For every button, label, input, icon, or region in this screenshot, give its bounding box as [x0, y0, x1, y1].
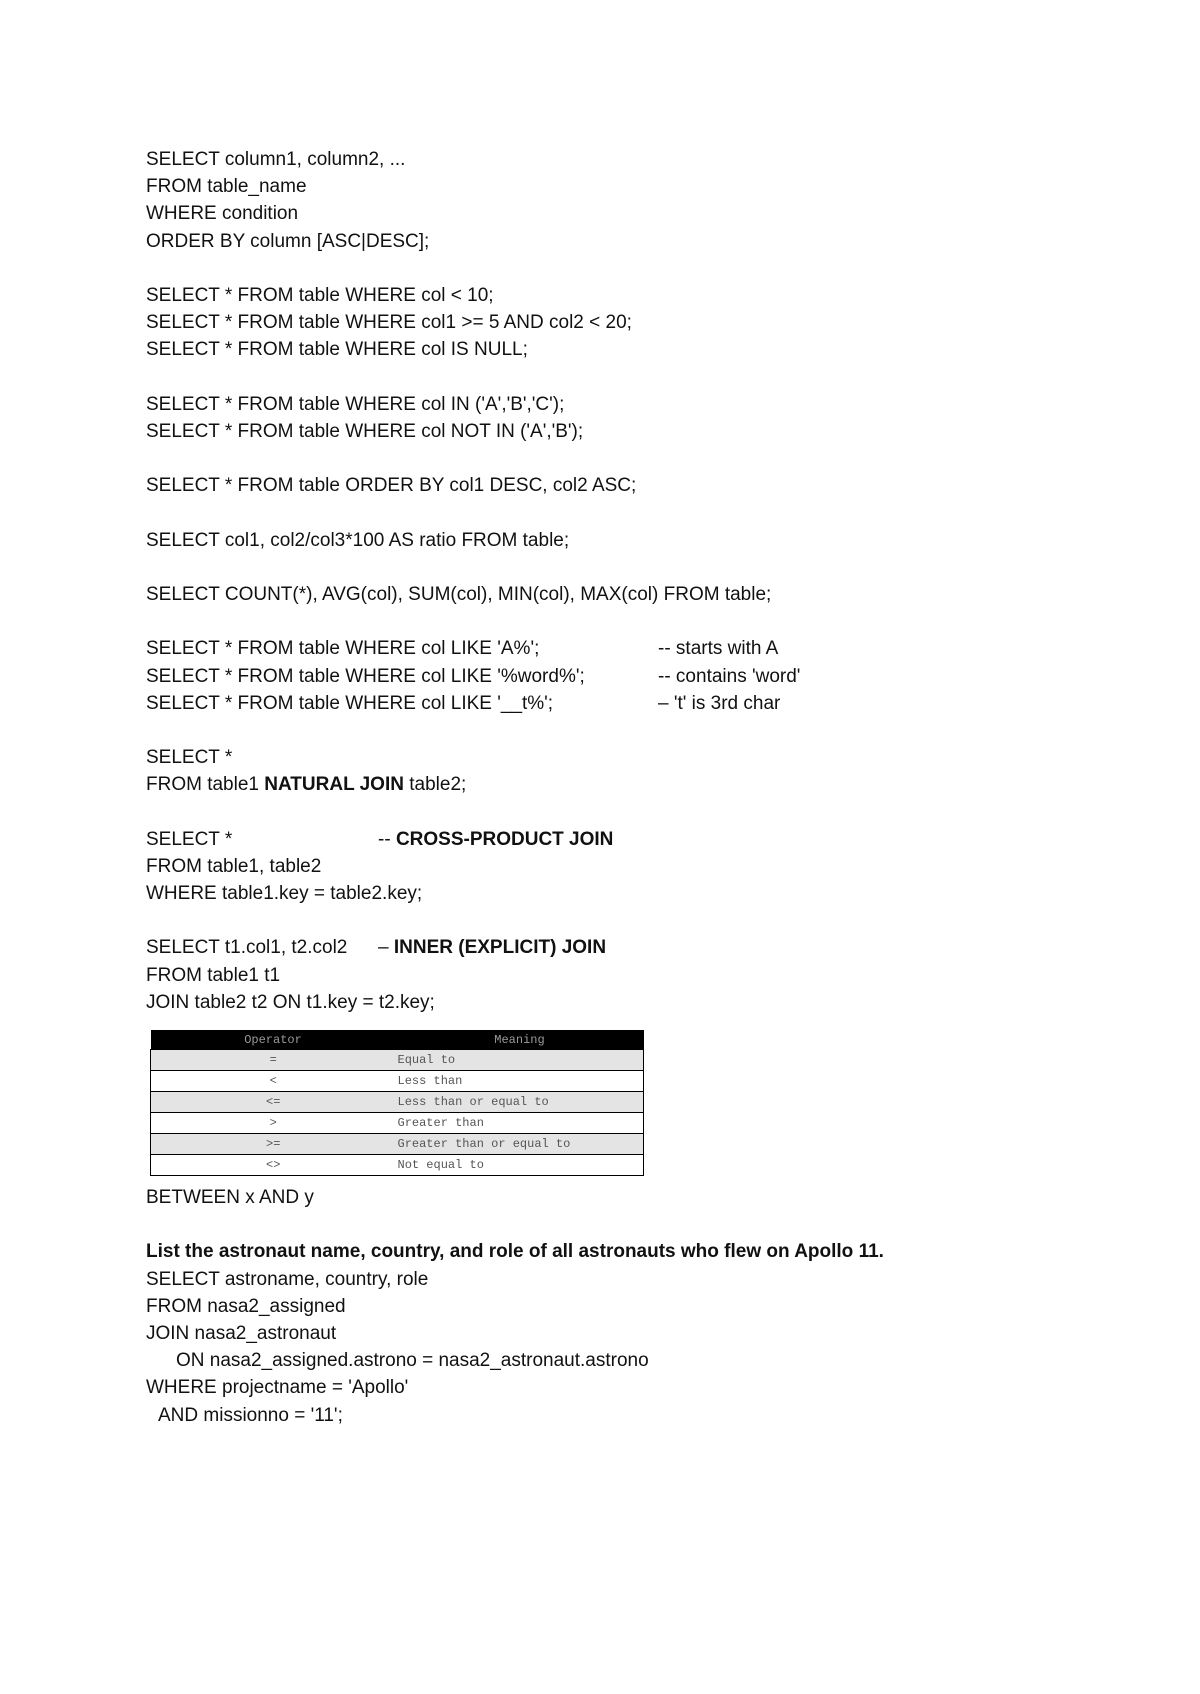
cross-join-select: SELECT * — [146, 828, 233, 850]
table-row — [151, 1092, 644, 1113]
code-line: SELECT astroname, country, role — [146, 1268, 429, 1290]
cross-join-block — [146, 826, 1106, 908]
meaning-cell — [396, 1071, 644, 1092]
like-example-row — [146, 635, 1106, 662]
aggregate-example: SELECT COUNT(*), AVG(col), SUM(col), MIN(col), MAX(col) FROM table; — [146, 584, 772, 605]
order-by-example: SELECT * FROM table ORDER BY col1 DESC, col2 ASC; — [146, 475, 637, 497]
natural-join-block — [146, 744, 1106, 798]
operator-cell: >= — [151, 1134, 396, 1155]
meaning-text: Not equal to — [397, 1158, 484, 1172]
operator-table — [150, 1030, 644, 1176]
operator-cell: = — [151, 1050, 396, 1071]
spacer — [146, 717, 1106, 744]
cross-join-label: CROSS-PRODUCT JOIN — [395, 828, 614, 850]
answer-query-block — [146, 1266, 1106, 1429]
question-heading: List the astronaut name, country, and role of all astronauts who flew on Apollo 11. — [146, 1241, 884, 1263]
meaning-text: Equal to — [397, 1053, 456, 1067]
code-line: FROM nasa2_assigned — [146, 1295, 346, 1317]
header-operator: Operator — [151, 1030, 396, 1050]
like-comment: -- contains 'word' — [658, 665, 801, 687]
select-syntax-block — [146, 146, 1106, 255]
spacer — [146, 445, 1106, 472]
meaning-cell — [396, 1155, 644, 1176]
like-code: SELECT * FROM table WHERE col LIKE '%word%'; — [146, 665, 585, 687]
where-examples-block — [146, 282, 1106, 364]
operator-cell: < — [151, 1071, 396, 1092]
code-line — [146, 771, 1106, 798]
code-line: SELECT * FROM table WHERE col IS NULL; — [146, 339, 528, 361]
inner-join-label: INNER (EXPLICIT) JOIN — [393, 937, 607, 959]
code-line: FROM table_name — [146, 176, 307, 198]
inner-join-select: SELECT t1.col1, t2.col2 — [146, 937, 348, 959]
operator-cell: > — [151, 1113, 396, 1134]
notes-content — [146, 146, 1106, 1429]
meaning-cell — [396, 1113, 644, 1134]
like-comment: -- starts with A — [658, 638, 779, 660]
spacer — [146, 255, 1106, 282]
spacer — [146, 799, 1106, 826]
header-meaning: Meaning — [396, 1030, 644, 1050]
spacer — [146, 554, 1106, 581]
meaning-cell — [396, 1092, 644, 1113]
like-code: SELECT * FROM table WHERE col LIKE 'A%'; — [146, 638, 540, 660]
code-line: JOIN table2 t2 ON t1.key = t2.key; — [146, 991, 435, 1013]
like-example-row — [146, 690, 1106, 717]
code-line: SELECT * FROM table WHERE col < 10; — [146, 284, 494, 306]
table-row — [151, 1071, 644, 1092]
code-line: ORDER BY column [ASC|DESC]; — [146, 230, 430, 252]
operator-cell: <= — [151, 1092, 396, 1113]
code-line: SELECT * FROM table WHERE col NOT IN ('A','B'); — [146, 420, 584, 442]
cross-join-comment-prefix: -- — [378, 828, 396, 850]
inner-join-block — [146, 934, 1106, 1016]
code-line: JOIN nasa2_astronaut — [146, 1322, 337, 1344]
code-line: FROM table1, table2 — [146, 855, 322, 877]
in-examples-block — [146, 391, 1106, 445]
table-header-row — [151, 1030, 644, 1050]
like-code: SELECT * FROM table WHERE col LIKE '__t%'; — [146, 692, 554, 714]
spacer — [146, 364, 1106, 391]
spacer — [146, 499, 1106, 526]
code-line: SELECT column1, column2, ... — [146, 149, 406, 170]
table-row — [151, 1155, 644, 1176]
meaning-cell — [396, 1134, 644, 1155]
natural-join-prefix: FROM table1 — [146, 774, 265, 796]
natural-join-suffix: table2; — [403, 774, 467, 796]
like-comment: – 't' is 3rd char — [658, 692, 781, 714]
code-line: WHERE table1.key = table2.key; — [146, 883, 423, 905]
meaning-text: Greater than or equal to — [397, 1137, 571, 1151]
meaning-text: Less than or equal to — [397, 1095, 549, 1109]
meaning-text: Greater than — [397, 1116, 484, 1130]
code-line: FROM table1 t1 — [146, 964, 281, 986]
meaning-text: Less than — [397, 1074, 463, 1088]
code-line: ON nasa2_assigned.astrono = nasa2_astronaut.astrono — [176, 1350, 649, 1372]
inner-join-comment-prefix: – — [378, 937, 394, 959]
code-line: WHERE condition — [146, 203, 299, 225]
code-line: SELECT * — [146, 747, 233, 769]
table-row — [151, 1050, 644, 1071]
code-line: AND missionno = '11'; — [158, 1404, 343, 1426]
like-examples-block — [146, 635, 1106, 717]
spacer — [146, 907, 1106, 934]
table-row — [151, 1134, 644, 1155]
operator-cell: <> — [151, 1155, 396, 1176]
code-line — [146, 934, 1106, 961]
spacer — [146, 608, 1106, 635]
ratio-example: SELECT col1, col2/col3*100 AS ratio FROM table; — [146, 529, 570, 551]
like-example-row — [146, 663, 1106, 690]
natural-join-keyword: NATURAL JOIN — [264, 774, 404, 796]
code-line: SELECT * FROM table WHERE col IN ('A','B','C'); — [146, 393, 565, 415]
code-line: WHERE projectname = 'Apollo' — [146, 1377, 409, 1399]
code-line — [146, 826, 1106, 853]
table-row — [151, 1113, 644, 1134]
between-line: BETWEEN x AND y — [146, 1187, 314, 1208]
spacer — [146, 1211, 1106, 1238]
meaning-cell — [396, 1050, 644, 1071]
code-line: SELECT * FROM table WHERE col1 >= 5 AND col2 < 20; — [146, 312, 632, 334]
